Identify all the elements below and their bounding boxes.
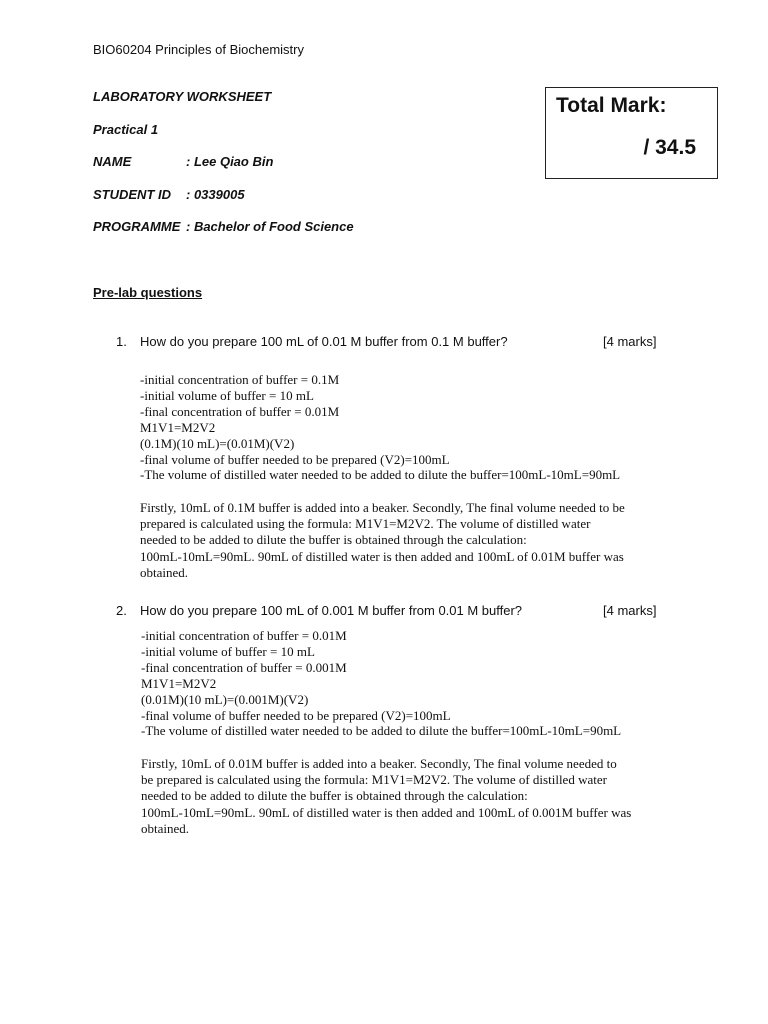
paragraph-line: prepared is calculated using the formula: M1V1=M2V2. The volume of distilled water: [140, 516, 591, 532]
question-2-explanation: [141, 756, 673, 837]
question-1-text: How do you prepare 100 mL of 0.01 M buffer from 0.1 M buffer?: [140, 334, 508, 349]
answer-line: (0.01M)(10 mL)=(0.001M)(V2): [141, 691, 309, 707]
paragraph-line: Firstly, 10mL of 0.1M buffer is added into a beaker. Secondly, The final volume needed to be: [140, 500, 625, 515]
programme-value: : Bachelor of Food Science: [186, 219, 354, 234]
paragraph-line: obtained.: [140, 564, 189, 580]
total-mark-box: [545, 87, 718, 179]
student-id-label: STUDENT ID: [93, 187, 171, 202]
answer-line: -The volume of distilled water needed to be added to dilute the buffer=100mL-10mL=90mL: [140, 467, 621, 483]
answer-line: -initial volume of buffer = 10 mL: [141, 643, 315, 659]
answer-line: -initial volume of buffer = 10 mL: [140, 387, 314, 403]
answer-line: M1V1=M2V2: [140, 419, 216, 435]
total-mark-score: / 34.5: [643, 136, 696, 159]
question-2-marks: [4 marks]: [603, 603, 657, 618]
name-label: NAME: [93, 154, 132, 169]
paragraph-line: needed to be added to dilute the buffer is obtained through the calculation:: [141, 788, 528, 804]
question-2-calculation: [141, 628, 621, 739]
total-mark-label: Total Mark:: [556, 94, 667, 117]
answer-line: M1V1=M2V2: [141, 675, 217, 691]
paragraph-line: be prepared is calculated using the formula: M1V1=M2V2. The volume of distilled water: [141, 772, 607, 788]
paragraph-line: needed to be added to dilute the buffer is obtained through the calculation:: [140, 532, 527, 548]
name-value: : Lee Qiao Bin: [186, 154, 274, 169]
programme-label: PROGRAMME: [93, 219, 181, 234]
answer-line: -final concentration of buffer = 0.001M: [141, 659, 347, 675]
worksheet-title: LABORATORY WORKSHEET: [93, 89, 272, 104]
question-2-number: 2.: [116, 603, 127, 618]
question-1-calculation: [140, 372, 620, 483]
course-title: BIO60204 Principles of Biochemistry: [93, 42, 304, 57]
answer-line: -final volume of buffer needed to be prepared (V2)=100mL: [140, 451, 450, 467]
paragraph-line: 100mL-10mL=90mL. 90mL of distilled water is then added and 100mL of 0.01M buffer was: [140, 548, 624, 564]
student-id-value: : 0339005: [186, 187, 245, 202]
practical-label: Practical 1: [93, 122, 159, 137]
question-2-text: How do you prepare 100 mL of 0.001 M buffer from 0.01 M buffer?: [140, 603, 523, 618]
answer-line: -final volume of buffer needed to be prepared (V2)=100mL: [141, 707, 451, 723]
answer-line: -The volume of distilled water needed to be added to dilute the buffer=100mL-10mL=90mL: [141, 723, 622, 739]
answer-line: -final concentration of buffer = 0.01M: [140, 403, 340, 419]
question-1-marks: [4 marks]: [603, 334, 657, 349]
student-name-row: [93, 154, 273, 169]
answer-line: (0.1M)(10 mL)=(0.01M)(V2): [140, 435, 295, 451]
answer-line: -initial concentration of buffer = 0.01M: [141, 628, 347, 643]
paragraph-line: 100mL-10mL=90mL. 90mL of distilled water is then added and 100mL of 0.001M buffer was: [141, 804, 632, 820]
student-id-row: [93, 187, 245, 202]
prelab-heading: Pre-lab questions: [93, 285, 203, 300]
programme-row: [93, 219, 354, 234]
question-1-number: 1.: [116, 334, 127, 349]
paragraph-line: obtained.: [141, 820, 190, 836]
paragraph-line: Firstly, 10mL of 0.01M buffer is added into a beaker. Secondly, The final volume needed to: [141, 756, 617, 771]
answer-line: -initial concentration of buffer = 0.1M: [140, 372, 340, 387]
question-1-explanation: [140, 500, 670, 581]
